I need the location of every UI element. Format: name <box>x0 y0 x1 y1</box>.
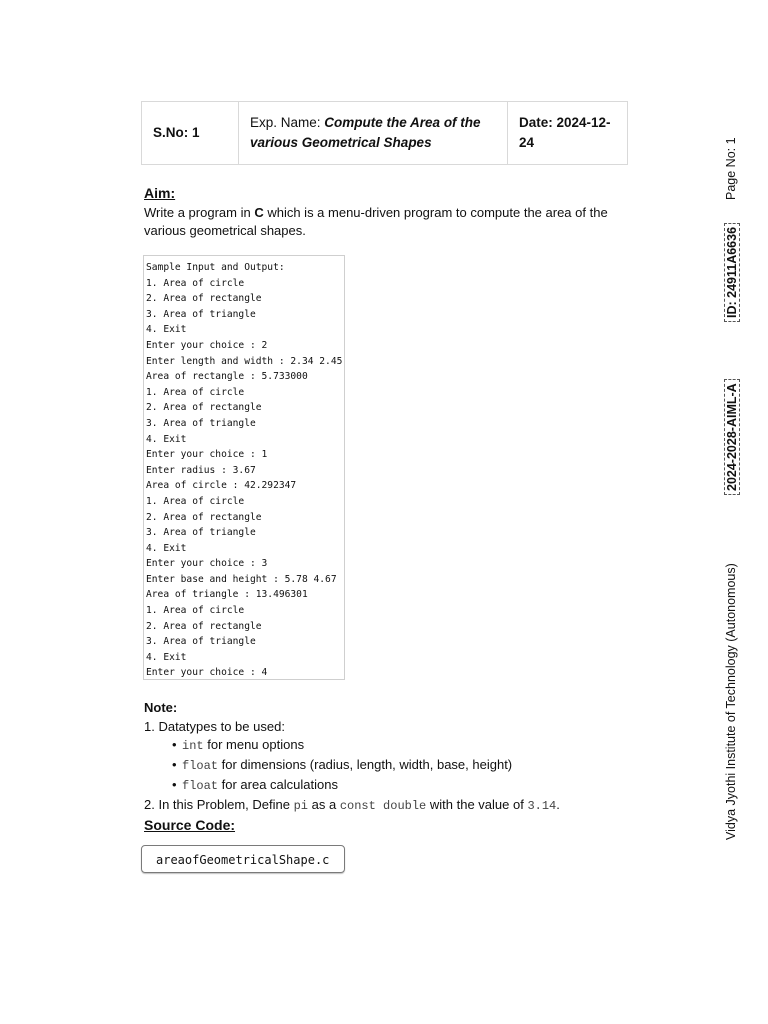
sample-io-line: 1. Area of circle <box>146 386 245 398</box>
code-value: 3.14 <box>527 799 557 813</box>
note-text: 2. In this Problem, Define <box>144 797 290 812</box>
sample-io-line: 2. Area of rectangle <box>146 620 262 632</box>
code-float: float <box>182 779 219 793</box>
note-bullet-text: for dimensions (radius, length, width, base, height) <box>221 757 513 772</box>
bullet-icon: • <box>172 757 177 772</box>
note-bullet-int <box>172 736 304 755</box>
sample-io-line: Area of triangle : 13.496301 <box>146 589 308 601</box>
aim-text-before: Write a program in <box>144 205 251 220</box>
source-code-heading: Source Code: <box>144 817 236 833</box>
note-heading: Note: <box>144 700 178 715</box>
note-bullet-text: for area calculations <box>221 777 338 792</box>
sample-io-line: 3. Area of triangle <box>146 636 256 648</box>
sample-io-line: Area of rectangle : 5.733000 <box>146 371 308 383</box>
sample-io-line: Enter your choice : 2 <box>146 339 268 351</box>
sample-io-line: Sample Input and Output: <box>146 262 285 273</box>
bullet-icon: • <box>172 737 177 752</box>
serial-number: S.No: 1 <box>142 102 239 165</box>
sample-io-line: Enter base and height : 5.78 4.67 <box>146 573 337 585</box>
note-bullet-text: for menu options <box>207 737 305 752</box>
note-text: as a <box>311 797 337 812</box>
sample-io-line: 3. Area of triangle <box>146 308 256 320</box>
experiment-header <box>141 101 628 165</box>
aim-text-after: which is a menu-driven program to compute the area of the various geometrical shapes. <box>144 205 608 238</box>
sample-io-line: 2. Area of rectangle <box>146 511 262 523</box>
code-pi: pi <box>293 799 308 813</box>
sample-io-line: Enter length and width : 2.34 2.45 <box>146 355 343 367</box>
code-float: float <box>182 759 219 773</box>
note-bullet-float-area <box>172 776 338 795</box>
sample-io-line: 1. Area of circle <box>146 495 245 507</box>
source-file-tab[interactable]: areaofGeometricalShape.c <box>141 845 345 873</box>
experiment-name-label: Exp. Name: <box>250 115 321 130</box>
page-number: Page No: 1 <box>724 137 738 200</box>
sample-io-line: Enter your choice : 4 <box>146 667 268 679</box>
note-bullet-float-dimensions <box>172 756 512 775</box>
sample-io-line: Enter your choice : 3 <box>146 558 268 570</box>
aim-heading: Aim: <box>144 185 176 201</box>
aim-text <box>144 204 644 240</box>
note-line-1: 1. Datatypes to be used: <box>144 719 285 734</box>
sample-io-box <box>143 255 345 680</box>
sample-io-line: 4. Exit <box>146 433 187 445</box>
batch-label: 2024-2028-AIML-A <box>724 379 740 495</box>
institute-name: Vidya Jyothi Institute of Technology (Autonomous) <box>724 563 738 840</box>
sample-io-line: 4. Exit <box>146 324 187 336</box>
sample-io-line: 1. Area of circle <box>146 605 245 617</box>
experiment-name <box>239 102 508 165</box>
sample-io-line: 4. Exit <box>146 651 187 663</box>
note-text: with the value of <box>429 797 524 812</box>
experiment-title: Compute the Area of the various Geometrical Shapes <box>250 115 481 150</box>
code-int: int <box>182 739 204 753</box>
experiment-date: Date: 2024-12-24 <box>508 102 628 165</box>
note-line-2 <box>144 796 560 815</box>
aim-language: C <box>254 205 264 220</box>
sample-io-line: 2. Area of rectangle <box>146 293 262 305</box>
sample-io-line: 3. Area of triangle <box>146 417 256 429</box>
sample-io-line: Area of circle : 42.292347 <box>146 480 297 492</box>
bullet-icon: • <box>172 777 177 792</box>
sample-io-line: 2. Area of rectangle <box>146 402 262 414</box>
sample-io-line: Enter radius : 3.67 <box>146 464 256 476</box>
sample-io-line: 3. Area of triangle <box>146 527 256 539</box>
code-const-double: const double <box>339 799 427 813</box>
sample-io-line: Enter your choice : 1 <box>146 449 268 461</box>
sample-io-line: 1. Area of circle <box>146 277 245 289</box>
student-id: ID: 24911A6636 <box>724 223 740 322</box>
note-text: . <box>556 797 560 812</box>
sample-io-line: 4. Exit <box>146 542 187 554</box>
